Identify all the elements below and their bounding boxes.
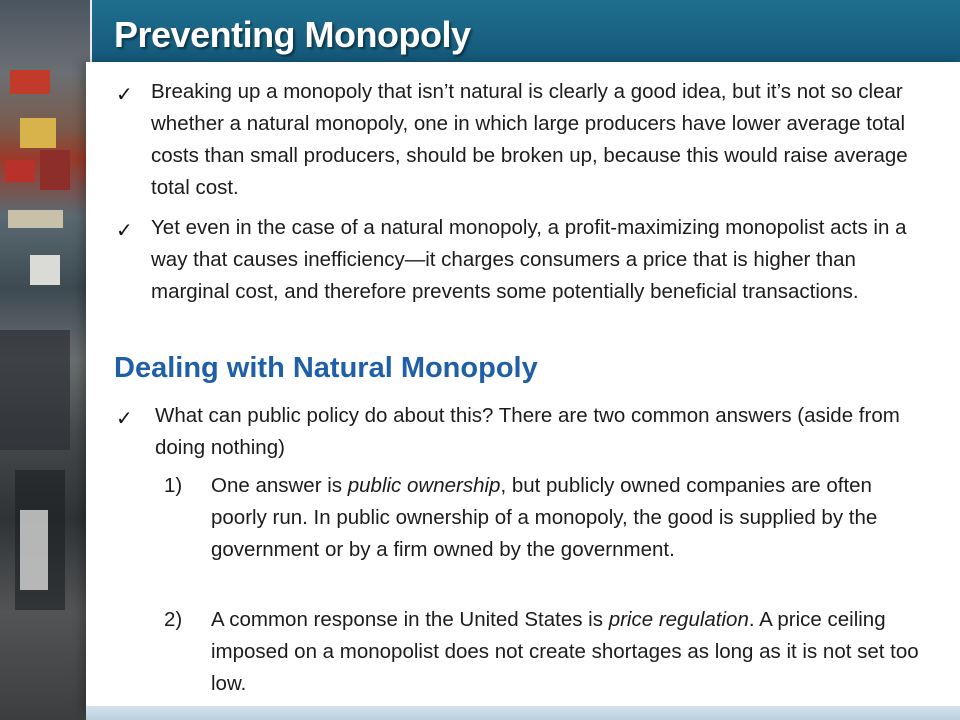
list-number: 2) xyxy=(164,608,183,631)
bullet-breaking-up: Breaking up a monopoly that isn’t natural is clearly a good idea, but it’s not so clear whether a natural monopoly, one in which large producers have lower average total costs than small producers, should be broken up, because this would raise average total cost. xyxy=(151,80,908,199)
checkmark-icon: ✓ xyxy=(116,82,133,106)
checkmark-icon: ✓ xyxy=(116,218,133,242)
bottom-band xyxy=(86,706,960,720)
item-text: One answer is xyxy=(211,474,348,497)
item-text: A common response in the United States is xyxy=(211,608,609,631)
item-text: . A price ceiling imposed on a monopolist does not create shortages as long as it is not set too low. xyxy=(211,608,919,695)
bullet-natural-monopoly-inefficiency: Yet even in the case of a natural monopoly, a profit-maximizing monopolist acts in a way that causes inefficiency—it charges consumers a price that is higher than marginal cost, and therefore prevents some potentially beneficial transactions. xyxy=(151,216,907,303)
section-heading: Dealing with Natural Monopoly xyxy=(114,352,538,384)
list-number: 1) xyxy=(164,474,183,497)
bullet-public-policy: What can public policy do about this? There are two common answers (aside from doing nothing) xyxy=(155,404,900,459)
street-photo xyxy=(0,0,90,720)
item-emphasis: public ownership xyxy=(347,474,501,497)
checkmark-icon: ✓ xyxy=(116,406,133,430)
list-item-public-ownership xyxy=(211,470,929,566)
item-emphasis: price regulation xyxy=(608,608,749,631)
list-item-price-regulation xyxy=(211,604,929,700)
slide-title: Preventing Monopoly xyxy=(114,14,471,55)
item-text: , but publicly owned companies are often poorly run. In public ownership of a monopoly, the good is supplied by the government or by a firm owned by the government. xyxy=(211,474,878,561)
